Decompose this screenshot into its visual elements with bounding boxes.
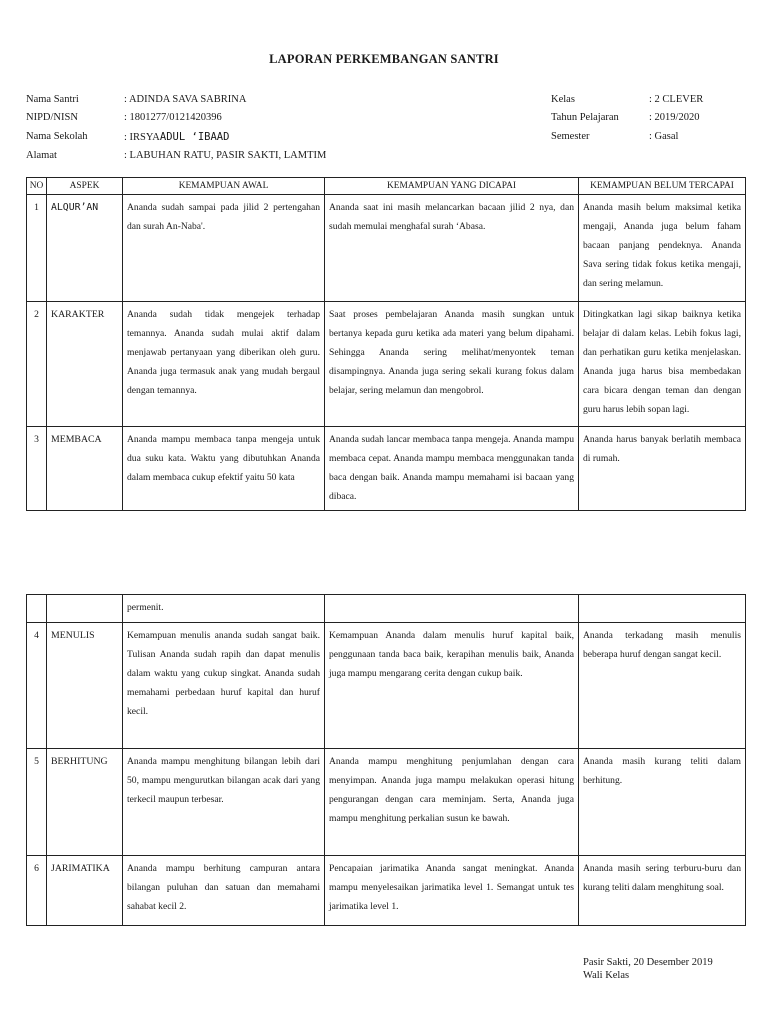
header-kemampuan-dicapai: KEMAMPUAN YANG DICAPAI xyxy=(325,178,579,195)
report-title: LAPORAN PERKEMBANGAN SANTRI xyxy=(269,52,499,66)
row-belum: Ananda masih belum maksimal ketika mengaji, Ananda juga belum faham bacaan panjang pendeknya. Ananda Sava sering tidak fokus ketika mengaji, dan sering melamun. xyxy=(579,195,746,302)
row-dicapai: Saat proses pembelajaran Ananda masih sungkan untuk bertanya kepada guru ketika ada materi yang belum dipahami. Sehingga Ananda sering melihat/menyontek teman disampingnya. Ananda juga sering sekali kurang fokus dalam belajar, sering melamun dan mengobrol. xyxy=(325,302,579,427)
table-header-row xyxy=(27,178,746,195)
row-dicapai xyxy=(325,595,579,623)
progress-table xyxy=(26,177,746,511)
nipd-label: NIPD/NISN xyxy=(26,112,78,123)
row-no: 5 xyxy=(27,749,47,856)
row-belum xyxy=(579,595,746,623)
signature-block xyxy=(583,956,713,982)
table-row xyxy=(27,195,746,302)
row-awal: Kemampuan menulis ananda sudah sangat baik. Tulisan Ananda sudah rapih dan dapat menulis dalam waktu yang cukup singkat. Ananda sudah memahami perbedaan huruf kapital dan huruf kecil. xyxy=(123,623,325,749)
row-no: 6 xyxy=(27,856,47,926)
header-kemampuan-belum: KEMAMPUAN BELUM TERCAPAI xyxy=(579,178,746,195)
nama-santri-value: : ADINDA SAVA SABRINA xyxy=(124,94,247,105)
sekolah-label: Nama Sekolah xyxy=(26,131,88,142)
kelas-value: : 2 CLEVER xyxy=(649,94,704,105)
header-aspek: ASPEK xyxy=(47,178,123,195)
row-dicapai: Pencapaian jarimatika Ananda sangat meningkat. Ananda mampu menyelesaikan jarimatika level 1. Semangat untuk tes jarimatika level 1. xyxy=(325,856,579,926)
signature-place-date: Pasir Sakti, 20 Desember 2019 xyxy=(583,957,713,968)
semester-label: Semester xyxy=(551,131,590,142)
table-row xyxy=(27,595,746,623)
row-belum: Ananda harus banyak berlatih membaca di rumah. xyxy=(579,427,746,511)
row-dicapai: Ananda mampu menghitung penjumlahan dengan cara menyimpan. Ananda juga mampu melakukan operasi hitung pengurangan dengan cara meminjam. Serta, Ananda juga mampu menghitung perkalian susun ke bawah. xyxy=(325,749,579,856)
table-row xyxy=(27,427,746,511)
row-no: 2 xyxy=(27,302,47,427)
row-aspek xyxy=(47,595,123,623)
row-belum: Ananda masih kurang teliti dalam berhitung. xyxy=(579,749,746,856)
row-awal: Ananda mampu menghitung bilangan lebih dari 50, mampu mengurutkan bilangan acak dari yang terkecil maupun terbesar. xyxy=(123,749,325,856)
alamat-value: : LABUHAN RATU, PASIR SAKTI, LAMTIM xyxy=(124,150,327,161)
kelas-label: Kelas xyxy=(551,94,575,105)
table-row xyxy=(27,749,746,856)
table-row xyxy=(27,302,746,427)
row-belum: Ananda terkadang masih menulis beberapa huruf dengan sangat kecil. xyxy=(579,623,746,749)
sekolah-prefix: : IRSYA xyxy=(124,132,160,143)
row-awal: Ananda sudah tidak mengejek terhadap temannya. Ananda sudah mulai aktif dalam menjawab pertanyaan yang diberikan oleh guru. Ananda juga termasuk anak yang mudah bergaul dengan temannya. xyxy=(123,302,325,427)
header-no: NO xyxy=(27,178,47,195)
row-no: 4 xyxy=(27,623,47,749)
row-dicapai: Ananda sudah lancar membaca tanpa mengeja. Ananda mampu membaca cepat. Ananda mampu membaca menggunakan tanda baca dengan baik. Ananda mampu memahami isi bacaan yang dibaca. xyxy=(325,427,579,511)
row-aspek: MENULIS xyxy=(47,623,123,749)
semester-value: : Gasal xyxy=(649,131,679,142)
row-no xyxy=(27,595,47,623)
row-awal: Ananda mampu membaca tanpa mengeja untuk dua suku kata. Waktu yang dibutuhkan Ananda dalam membaca cukup efektif yaitu 50 kata xyxy=(123,427,325,511)
progress-table-continued xyxy=(26,594,746,926)
row-belum: Ditingkatkan lagi sikap baiknya ketika belajar di dalam kelas. Lebih fokus lagi, dan perhatikan guru ketika menjelaskan. Ananda juga harus bisa membedakan cara bicara dengan teman dan dengan guru harus lebih sopan lagi. xyxy=(579,302,746,427)
row-dicapai: Kemampuan Ananda dalam menulis huruf kapital baik, penggunaan tanda baca baik, kerapihan menulis baik, Ananda juga mampu mengarang cerita dengan cukup baik. xyxy=(325,623,579,749)
sekolah-suffix: ADUL ‘IBAAD xyxy=(159,131,230,143)
row-aspek: JARIMATIKA xyxy=(47,856,123,926)
tahun-value: : 2019/2020 xyxy=(649,112,700,123)
row-awal: permenit. xyxy=(123,595,325,623)
row-awal: Ananda mampu berhitung campuran antara bilangan puluhan dan satuan dan memahami sahabat kecil 2. xyxy=(123,856,325,926)
row-dicapai: Ananda saat ini masih melancarkan bacaan jilid 2 nya, dan sudah memulai menghafal surah ‘Abasa. xyxy=(325,195,579,302)
row-aspek: BERHITUNG xyxy=(47,749,123,856)
alamat-label: Alamat xyxy=(26,150,57,161)
nama-santri-label: Nama Santri xyxy=(26,94,79,105)
tahun-label: Tahun Pelajaran xyxy=(551,112,619,123)
row-aspek: ALQUR’AN xyxy=(47,195,123,302)
row-no: 3 xyxy=(27,427,47,511)
row-aspek: MEMBACA xyxy=(47,427,123,511)
signature-role: Wali Kelas xyxy=(583,970,630,981)
table-row xyxy=(27,623,746,749)
table-row xyxy=(27,856,746,926)
sekolah-value xyxy=(124,131,229,144)
row-awal: Ananda sudah sampai pada jilid 2 pertengahan dan surah An-Naba'. xyxy=(123,195,325,302)
header-kemampuan-awal: KEMAMPUAN AWAL xyxy=(123,178,325,195)
row-no: 1 xyxy=(27,195,47,302)
row-aspek: KARAKTER xyxy=(47,302,123,427)
nipd-value: : 1801277/0121420396 xyxy=(124,112,222,123)
row-belum: Ananda masih sering terburu-buru dan kurang teliti dalam menghitung soal. xyxy=(579,856,746,926)
